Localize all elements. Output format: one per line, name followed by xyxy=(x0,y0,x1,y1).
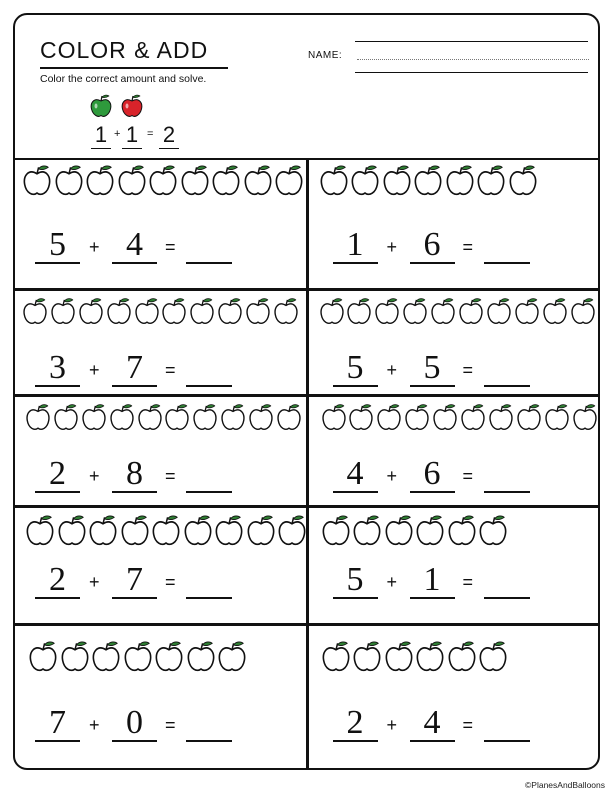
plus-sign: + xyxy=(89,237,100,257)
plus-sign: + xyxy=(89,714,100,735)
problem-panel xyxy=(15,397,306,506)
apple-outline-icon[interactable] xyxy=(220,403,246,431)
apple-outline-icon[interactable] xyxy=(348,403,374,431)
problem-panel xyxy=(15,626,306,771)
apple-outline-icon[interactable] xyxy=(319,297,345,325)
answer-blank[interactable] xyxy=(186,457,232,493)
worksheet xyxy=(13,13,600,770)
apple-outline-icon[interactable] xyxy=(346,297,372,325)
apple-outline-icon[interactable] xyxy=(148,164,178,196)
addend-a: 2 xyxy=(35,563,80,599)
problem-panel xyxy=(309,397,600,506)
apple-outline-icon[interactable] xyxy=(514,297,540,325)
apple-outline-icon[interactable] xyxy=(117,164,147,196)
title-underline xyxy=(40,67,228,69)
apple-outline-icon[interactable] xyxy=(402,297,428,325)
plus-sign: + xyxy=(89,465,100,486)
apple-outline-icon[interactable] xyxy=(54,164,84,196)
addend-b: 6 xyxy=(410,228,455,264)
apple-outline-icon[interactable] xyxy=(413,164,443,196)
apple-outline-icon[interactable] xyxy=(544,403,570,431)
apple-outline-icon[interactable] xyxy=(183,514,213,546)
equals-sign: = xyxy=(462,714,474,735)
answer-blank[interactable] xyxy=(484,228,530,264)
name-line-bottom xyxy=(355,72,588,73)
apple-outline-icon[interactable] xyxy=(91,640,121,672)
plus-sign: + xyxy=(89,359,100,380)
apple-outline-icon[interactable] xyxy=(180,164,210,196)
equals-sign: = xyxy=(165,571,176,592)
apple-outline-icon[interactable] xyxy=(415,514,445,546)
green-apple-icon xyxy=(90,94,112,118)
apple-row xyxy=(321,640,509,672)
apple-outline-icon[interactable] xyxy=(352,514,382,546)
equals-sign: = xyxy=(462,237,474,257)
apple-outline-icon[interactable] xyxy=(81,403,107,431)
apple-outline-icon[interactable] xyxy=(478,514,508,546)
apple-row xyxy=(321,403,598,431)
apple-row xyxy=(321,514,509,546)
apple-outline-icon[interactable] xyxy=(85,164,115,196)
apple-outline-icon[interactable] xyxy=(243,164,273,196)
apple-outline-icon[interactable] xyxy=(22,164,52,196)
apple-row xyxy=(22,297,299,325)
apple-outline-icon[interactable] xyxy=(217,640,247,672)
apple-outline-icon[interactable] xyxy=(319,164,349,196)
plus-sign: + xyxy=(386,359,398,380)
plus-sign: + xyxy=(386,714,398,735)
apple-outline-icon[interactable] xyxy=(486,297,512,325)
apple-outline-icon[interactable] xyxy=(277,514,307,546)
apple-outline-icon[interactable] xyxy=(161,297,187,325)
addend-a: 7 xyxy=(35,706,80,742)
apple-outline-icon[interactable] xyxy=(25,514,55,546)
equals-sign: = xyxy=(462,571,474,592)
addend-a: 5 xyxy=(35,228,80,264)
apple-outline-icon[interactable] xyxy=(415,640,445,672)
apple-outline-icon[interactable] xyxy=(374,297,400,325)
addend-b: 4 xyxy=(410,706,455,742)
addend-b: 1 xyxy=(410,563,455,599)
apple-outline-icon[interactable] xyxy=(352,640,382,672)
apple-outline-icon[interactable] xyxy=(246,514,276,546)
apple-outline-icon[interactable] xyxy=(164,403,190,431)
equals-sign: = xyxy=(165,237,176,257)
apple-outline-icon[interactable] xyxy=(542,297,568,325)
addend-b: 4 xyxy=(112,228,157,264)
addend-a: 5 xyxy=(333,563,378,599)
answer-blank[interactable] xyxy=(186,228,232,264)
apple-outline-icon[interactable] xyxy=(120,514,150,546)
problem-panel xyxy=(15,158,306,288)
apple-outline-icon[interactable] xyxy=(458,297,484,325)
answer-blank[interactable] xyxy=(484,457,530,493)
example-equals-sign: = xyxy=(147,128,154,140)
apple-row xyxy=(28,640,247,672)
apple-outline-icon[interactable] xyxy=(404,403,430,431)
apple-outline-icon[interactable] xyxy=(22,297,48,325)
apple-outline-icon[interactable] xyxy=(50,297,76,325)
apple-outline-icon[interactable] xyxy=(321,403,347,431)
apple-outline-icon[interactable] xyxy=(350,164,380,196)
problem-panel xyxy=(309,508,600,624)
problem-panel xyxy=(309,626,600,771)
apple-outline-icon[interactable] xyxy=(245,297,271,325)
problem-panel xyxy=(15,508,306,624)
addend-b: 7 xyxy=(112,351,157,387)
apple-outline-icon[interactable] xyxy=(430,297,456,325)
apple-row xyxy=(25,514,307,546)
problem-panel xyxy=(15,291,306,395)
addend-a: 2 xyxy=(35,457,80,493)
answer-blank[interactable] xyxy=(484,351,530,387)
apple-outline-icon[interactable] xyxy=(28,640,58,672)
apple-outline-icon[interactable] xyxy=(488,403,514,431)
apple-outline-icon[interactable] xyxy=(53,403,79,431)
equals-sign: = xyxy=(165,465,176,486)
apple-outline-icon[interactable] xyxy=(445,164,475,196)
addend-a: 1 xyxy=(333,228,378,264)
example-addend-b: 1 xyxy=(122,122,142,149)
apple-outline-icon[interactable] xyxy=(88,514,118,546)
apple-outline-icon[interactable] xyxy=(192,403,218,431)
apple-outline-icon[interactable] xyxy=(57,514,87,546)
apple-row xyxy=(25,403,302,431)
addend-a: 3 xyxy=(35,351,80,387)
answer-blank[interactable] xyxy=(186,351,232,387)
addend-b: 0 xyxy=(112,706,157,742)
apple-outline-icon[interactable] xyxy=(572,403,598,431)
example-plus-sign: + xyxy=(114,128,121,140)
apple-outline-icon[interactable] xyxy=(134,297,160,325)
apple-outline-icon[interactable] xyxy=(211,164,241,196)
plus-sign: + xyxy=(386,465,398,486)
apple-outline-icon[interactable] xyxy=(60,640,90,672)
equals-sign: = xyxy=(165,359,176,380)
addend-a: 4 xyxy=(333,457,378,493)
apple-outline-icon[interactable] xyxy=(123,640,153,672)
addend-a: 2 xyxy=(333,706,378,742)
answer-blank[interactable] xyxy=(484,706,530,742)
answer-blank[interactable] xyxy=(186,563,232,599)
problem-panel xyxy=(309,158,600,288)
apple-outline-icon[interactable] xyxy=(447,514,477,546)
addend-b: 6 xyxy=(410,457,455,493)
apple-outline-icon[interactable] xyxy=(214,514,244,546)
addend-b: 7 xyxy=(112,563,157,599)
apple-outline-icon[interactable] xyxy=(109,403,135,431)
apple-outline-icon[interactable] xyxy=(432,403,458,431)
apple-row xyxy=(319,164,538,196)
apple-outline-icon[interactable] xyxy=(384,514,414,546)
apple-outline-icon[interactable] xyxy=(137,403,163,431)
apple-outline-icon[interactable] xyxy=(273,297,299,325)
instructions: Color the correct amount and solve. xyxy=(40,73,207,85)
example-addend-a: 1 xyxy=(91,122,111,149)
apple-outline-icon[interactable] xyxy=(321,514,351,546)
name-line-top xyxy=(355,41,588,42)
apple-outline-icon[interactable] xyxy=(25,403,51,431)
apple-outline-icon[interactable] xyxy=(376,403,402,431)
apple-outline-icon[interactable] xyxy=(321,640,351,672)
worksheet-title: COLOR & ADD xyxy=(40,37,209,63)
apple-row xyxy=(22,164,304,196)
name-field[interactable] xyxy=(357,59,589,60)
apple-outline-icon[interactable] xyxy=(570,297,596,325)
apple-outline-icon[interactable] xyxy=(248,403,274,431)
apple-outline-icon[interactable] xyxy=(460,403,486,431)
apple-outline-icon[interactable] xyxy=(447,640,477,672)
plus-sign: + xyxy=(386,571,398,592)
apple-outline-icon[interactable] xyxy=(478,640,508,672)
plus-sign: + xyxy=(89,571,100,592)
answer-blank[interactable] xyxy=(186,706,232,742)
equals-sign: = xyxy=(462,359,474,380)
apple-outline-icon[interactable] xyxy=(274,164,304,196)
apple-outline-icon[interactable] xyxy=(508,164,538,196)
problem-panel xyxy=(309,291,600,395)
apple-outline-icon[interactable] xyxy=(382,164,412,196)
apple-outline-icon[interactable] xyxy=(217,297,243,325)
apple-outline-icon[interactable] xyxy=(384,640,414,672)
name-label: NAME: xyxy=(308,50,343,61)
equals-sign: = xyxy=(165,714,176,735)
apple-outline-icon[interactable] xyxy=(106,297,132,325)
red-apple-icon xyxy=(121,94,143,118)
worksheet-header xyxy=(15,15,598,160)
addend-b: 8 xyxy=(112,457,157,493)
answer-blank[interactable] xyxy=(484,563,530,599)
apple-row xyxy=(319,297,596,325)
apple-outline-icon[interactable] xyxy=(78,297,104,325)
apple-outline-icon[interactable] xyxy=(516,403,542,431)
plus-sign: + xyxy=(386,237,398,257)
apple-outline-icon[interactable] xyxy=(154,640,184,672)
addend-b: 5 xyxy=(410,351,455,387)
apple-outline-icon[interactable] xyxy=(189,297,215,325)
addend-a: 5 xyxy=(333,351,378,387)
apple-outline-icon[interactable] xyxy=(186,640,216,672)
apple-outline-icon[interactable] xyxy=(476,164,506,196)
copyright-credit: ©PlanesAndBalloons xyxy=(525,780,605,790)
equals-sign: = xyxy=(462,465,474,486)
apple-outline-icon[interactable] xyxy=(276,403,302,431)
apple-outline-icon[interactable] xyxy=(151,514,181,546)
example-sum: 2 xyxy=(159,122,179,149)
